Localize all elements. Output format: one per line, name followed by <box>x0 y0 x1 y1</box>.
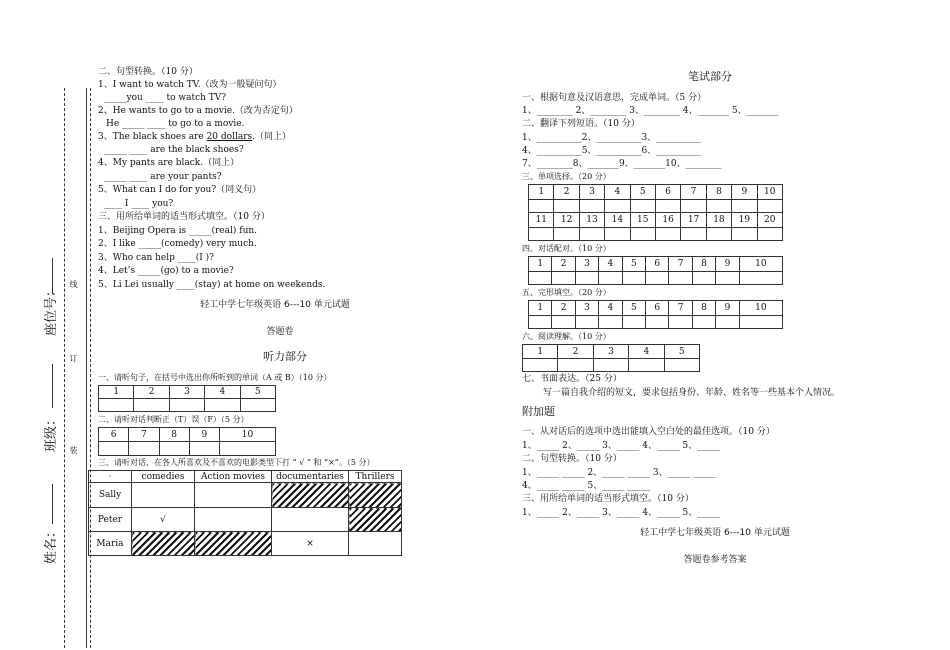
w3-num: 5 <box>630 185 655 200</box>
movie-row-name-maria: Maria <box>89 532 132 556</box>
bonus-title: 附加题 <box>522 405 555 418</box>
w5-answer-cell[interactable] <box>692 316 715 329</box>
w4-num: 4 <box>599 257 622 272</box>
w4-answer-cell[interactable] <box>599 272 622 285</box>
binding-dashed-line <box>64 88 65 648</box>
l2-num: 9 <box>189 428 219 442</box>
w3-title: 三、单项选择。（20 分） <box>522 172 611 181</box>
w5-num: 1 <box>529 301 552 316</box>
seat-label: 座位号： <box>44 283 59 336</box>
s3-q1: 1、Beijing Opera is _____(real) fun. <box>98 226 258 236</box>
w3-answer-cell[interactable] <box>579 228 604 241</box>
movie-header-documentaries: documentaries <box>272 471 349 483</box>
w5-answer-cell[interactable] <box>716 316 739 329</box>
movie-cell[interactable] <box>195 508 272 532</box>
w5-num: 4 <box>599 301 622 316</box>
b1-blanks[interactable]: 1、_____ 2、_____ 3、_____ 4、_____ 5、_____ <box>522 441 720 451</box>
w3-num: 16 <box>655 213 680 228</box>
w6-num: 3 <box>593 345 628 359</box>
b3-title: 三、用所给单词的适当形式填空。（10 分） <box>522 494 694 504</box>
w3-num: 11 <box>529 213 554 228</box>
w3-num: 7 <box>681 185 706 200</box>
w3-num: 10 <box>757 185 782 200</box>
w5-answer-cell[interactable] <box>739 316 782 329</box>
s2-q5: 5、What can I do for you?（同义句） <box>98 185 262 195</box>
w3-answer-cell[interactable] <box>554 200 579 213</box>
w3-num: 19 <box>732 213 757 228</box>
w3-num: 4 <box>605 185 630 200</box>
movie-cell-cross[interactable]: × <box>272 532 349 556</box>
l2-answer-cell[interactable] <box>189 442 219 456</box>
w4-num: 5 <box>622 257 645 272</box>
w6-answer-cell[interactable] <box>523 359 558 372</box>
class-blank[interactable] <box>52 364 53 408</box>
w5-answer-cell[interactable] <box>529 316 552 329</box>
w4-answer-grid <box>528 256 783 285</box>
class-label: 班级： <box>44 412 59 452</box>
l1-answer-grid <box>98 385 276 412</box>
movie-row-name-peter: Peter <box>89 508 132 532</box>
s3-q5: 5、Li Lei usually ____(stay) at home on weekends. <box>98 280 326 290</box>
w4-num: 3 <box>575 257 598 272</box>
l1-answer-cell[interactable] <box>205 399 240 412</box>
l1-title: 一、请听句子，在括号中选出你所听到的单词（A 或 B）（10 分） <box>98 373 332 382</box>
binding-dashed-line-inner <box>90 88 91 648</box>
w5-num: 7 <box>669 301 692 316</box>
w3-num: 9 <box>732 185 757 200</box>
binding-mark-ding: 订 <box>69 354 78 362</box>
w3-num: 3 <box>579 185 604 200</box>
w3-answer-cell[interactable] <box>655 200 680 213</box>
w4-answer-cell[interactable] <box>739 272 782 285</box>
s2-q1: 1、I want to watch TV.（改为一般疑问句） <box>98 80 282 90</box>
w6-answer-cell[interactable] <box>664 359 699 372</box>
exam-title-right: 轻工中学七年级英语 6---10 单元试题 <box>640 528 790 538</box>
w3-num: 2 <box>554 185 579 200</box>
w3-answer-cell[interactable] <box>630 200 655 213</box>
s3-q2: 2、I like _____(comedy) very much. <box>98 239 257 249</box>
w3-answer-cell[interactable] <box>529 200 554 213</box>
w5-num: 3 <box>575 301 598 316</box>
w5-answer-grid <box>528 300 783 329</box>
w4-answer-cell[interactable] <box>552 272 575 285</box>
w5-num: 10 <box>739 301 782 316</box>
w6-num: 4 <box>629 345 664 359</box>
l1-answer-cell[interactable] <box>240 399 275 412</box>
w4-answer-cell[interactable] <box>529 272 552 285</box>
listening-title: 听力部分 <box>263 350 307 363</box>
movie-cell-hatched <box>349 508 402 532</box>
w4-answer-cell[interactable] <box>692 272 715 285</box>
w5-num: 8 <box>692 301 715 316</box>
movie-header-comedies: comedies <box>132 471 195 483</box>
w3-answer-cell[interactable] <box>605 200 630 213</box>
w7-title: 七、书面表达。（25 分） <box>522 374 622 384</box>
w3-num: 8 <box>706 185 731 200</box>
w3-num: 18 <box>706 213 731 228</box>
w5-num: 5 <box>622 301 645 316</box>
w5-num: 6 <box>646 301 669 316</box>
w4-num: 1 <box>529 257 552 272</box>
w4-answer-cell[interactable] <box>575 272 598 285</box>
movie-preference-table <box>88 470 402 556</box>
name-label: 姓名： <box>44 524 59 564</box>
w3-answer-cell[interactable] <box>732 200 757 213</box>
l2-num: 10 <box>220 428 276 442</box>
w5-title: 五、完形填空。（20 分） <box>522 288 611 297</box>
binding-mark-zhuang: 装 <box>69 446 78 454</box>
s2-q3-text: 3、The black shoes are <box>98 132 207 142</box>
l2-answer-grid <box>98 427 276 456</box>
written-title: 笔试部分 <box>688 70 732 83</box>
w5-num: 9 <box>716 301 739 316</box>
binding-mark-xian: 线 <box>69 280 78 288</box>
b2-blanks-2[interactable]: 4、_____ _____ 5、_____ _____ <box>522 481 651 491</box>
movie-header-thrillers: Thrillers <box>349 471 402 483</box>
l1-answer-cell[interactable] <box>134 399 169 412</box>
w4-title: 四、对话配对。（10 分） <box>522 244 611 253</box>
w4-answer-cell[interactable] <box>669 272 692 285</box>
exam-title-left: 轻工中学七年级英语 6---10 单元试题 <box>200 300 350 310</box>
l3-title: 三、请听对话，在各人所喜欢及不喜欢的电影类型下打 “ √ ” 和 “×”。（5 分） <box>98 458 375 467</box>
s3-q3: 3、Who can help ____(I )? <box>98 253 215 263</box>
name-blank[interactable] <box>52 484 53 524</box>
b2-blanks-1[interactable]: 1、_____ _____ 2、_____ _____ 3、_____ _____ <box>522 468 716 478</box>
s2-q4: 4、My pants are black.（同上） <box>98 158 240 168</box>
l2-answer-cell[interactable] <box>99 442 129 456</box>
movie-cell-hatched <box>349 483 402 508</box>
b2-title: 二、句型转换。（10 分） <box>522 454 622 464</box>
w3-num: 14 <box>605 213 630 228</box>
l1-num: 1 <box>99 386 134 399</box>
l1-num: 2 <box>134 386 169 399</box>
movie-cell[interactable] <box>349 532 402 556</box>
answer-key-title: 答题卷参考答案 <box>683 555 747 565</box>
w4-num: 10 <box>739 257 782 272</box>
l1-answer-cell[interactable] <box>169 399 204 412</box>
l2-answer-cell[interactable] <box>220 442 276 456</box>
answer-sheet-title: 答题卷 <box>266 327 294 337</box>
movie-table-corner: · <box>89 471 132 483</box>
s3-title: 三、用所给单词的适当形式填空。（10 分） <box>98 212 270 222</box>
s2-q2-answer: He _____ ____ to go to a movie. <box>106 119 245 129</box>
s2-q3-note: .（同上） <box>252 132 291 142</box>
w5-answer-cell[interactable] <box>646 316 669 329</box>
l1-num: 3 <box>169 386 204 399</box>
w4-num: 9 <box>716 257 739 272</box>
w3-answer-cell[interactable] <box>757 200 782 213</box>
l1-num: 5 <box>240 386 275 399</box>
w6-answer-grid <box>522 344 700 372</box>
l2-answer-cell[interactable] <box>129 442 159 456</box>
w4-num: 2 <box>552 257 575 272</box>
w5-num: 2 <box>552 301 575 316</box>
movie-cell[interactable] <box>195 483 272 508</box>
w6-num: 1 <box>523 345 558 359</box>
w4-answer-cell[interactable] <box>716 272 739 285</box>
w6-answer-cell[interactable] <box>593 359 628 372</box>
w3-answer-cell[interactable] <box>655 228 680 241</box>
b3-blanks[interactable]: 1、_____ 2、_____ 3、_____ 4、_____ 5、_____ <box>522 508 720 518</box>
w3-answer-cell[interactable] <box>579 200 604 213</box>
s2-q3-underlined: 20 dollars <box>206 132 253 142</box>
w2-title: 二、翻译下列短语。（10 分） <box>522 119 640 129</box>
l2-num: 6 <box>99 428 129 442</box>
l2-num: 8 <box>159 428 189 442</box>
w3-num: 6 <box>655 185 680 200</box>
w2-blanks-2[interactable]: 4、__________5、__________6、__________ <box>522 146 702 156</box>
w3-num: 1 <box>529 185 554 200</box>
s2-q3 <box>98 131 291 143</box>
w5-answer-cell[interactable] <box>599 316 622 329</box>
w3-num: 15 <box>630 213 655 228</box>
w6-title: 六、阅读理解。（10 分） <box>522 332 611 341</box>
w3-num: 13 <box>579 213 604 228</box>
l2-answer-cell[interactable] <box>159 442 189 456</box>
s2-q2: 2、He wants to go to a movie.（改为否定句） <box>98 106 298 116</box>
l2-title: 二、请听对话判断正（T）误（F）（5 分） <box>98 415 249 424</box>
w6-num: 2 <box>558 345 593 359</box>
w3-answer-cell[interactable] <box>706 200 731 213</box>
w3-answer-cell[interactable] <box>554 228 579 241</box>
movie-cell-hatched <box>195 532 272 556</box>
movie-row-name-sally: Sally <box>89 483 132 508</box>
w3-answer-cell[interactable] <box>706 228 731 241</box>
b1-title: 一、从对话后的选项中选出能填入空白处的最佳选项。（10 分） <box>522 427 775 437</box>
s2-q3-answer: _____ ____ are the black shoes? <box>104 145 244 155</box>
w5-answer-cell[interactable] <box>669 316 692 329</box>
movie-cell-hatched <box>132 532 195 556</box>
w3-answer-cell[interactable] <box>681 228 706 241</box>
w6-num: 5 <box>664 345 699 359</box>
w3-num: 17 <box>681 213 706 228</box>
w5-answer-cell[interactable] <box>622 316 645 329</box>
w3-answer-cell[interactable] <box>757 228 782 241</box>
w1-title: 一、根据句意及汉语意思，完成单词。（5 分） <box>522 93 707 103</box>
w7-instructions: 写一篇自我介绍的短文，要求包括身份、年龄、姓名等一些基本个人情况。 <box>543 388 841 398</box>
movie-cell-check[interactable]: √ <box>132 508 195 532</box>
movie-cell-hatched <box>272 483 349 508</box>
movie-cell[interactable] <box>132 483 195 508</box>
w3-answer-cell[interactable] <box>681 200 706 213</box>
w3-answer-cell[interactable] <box>630 228 655 241</box>
w4-num: 7 <box>669 257 692 272</box>
l1-num: 4 <box>205 386 240 399</box>
movie-header-action: Action movies <box>195 471 272 483</box>
s3-q4: 4、Let’s _____(go) to a movie? <box>98 266 234 276</box>
w2-blanks-3[interactable]: 7、________8、_______9、_______10、________ <box>522 159 722 169</box>
w3-answer-cell[interactable] <box>529 228 554 241</box>
seat-blank[interactable] <box>52 258 53 294</box>
w6-answer-cell[interactable] <box>629 359 664 372</box>
w3-answer-grid <box>528 184 783 241</box>
w4-num: 8 <box>692 257 715 272</box>
w6-answer-cell[interactable] <box>558 359 593 372</box>
w5-answer-cell[interactable] <box>552 316 575 329</box>
w2-blanks-1[interactable]: 1、__________2、__________3、__________ <box>522 133 702 143</box>
s2-q4-answer: _____ ____ are your pants? <box>104 172 222 182</box>
w1-blanks[interactable]: 1、________ 2、________ 3、________ 4、_______ 5、_______ <box>522 106 779 116</box>
w4-answer-cell[interactable] <box>646 272 669 285</box>
l1-answer-cell[interactable] <box>99 399 134 412</box>
s2-title: 二、句型转换。（10 分） <box>98 67 198 77</box>
w3-num: 20 <box>757 213 782 228</box>
l2-num: 7 <box>129 428 159 442</box>
w4-num: 6 <box>646 257 669 272</box>
binding-solid-line <box>86 88 87 648</box>
w3-answer-cell[interactable] <box>605 228 630 241</box>
w3-num: 12 <box>554 213 579 228</box>
s2-q1-answer: _____you ____ to watch TV? <box>104 93 227 103</box>
w4-answer-cell[interactable] <box>622 272 645 285</box>
w5-answer-cell[interactable] <box>575 316 598 329</box>
movie-cell[interactable] <box>272 508 349 532</box>
w3-answer-cell[interactable] <box>732 228 757 241</box>
s2-q5-answer: ____ I ____ you? <box>104 199 174 209</box>
